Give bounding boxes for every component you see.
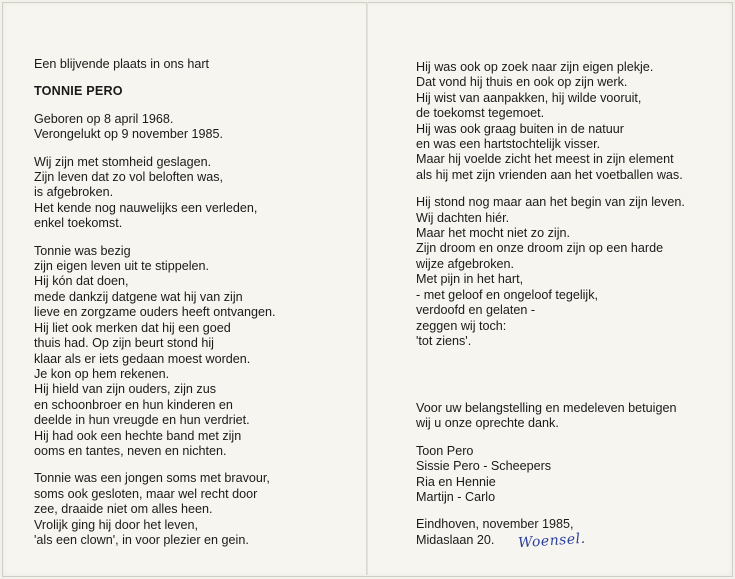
intro-line: Een blijvende plaats in ons hart bbox=[34, 57, 210, 71]
stanza-3 bbox=[34, 471, 276, 548]
text-line: 'als een clown', in voor plezier en gein. bbox=[34, 532, 249, 547]
text-line: Voor uw belangstelling en medeleven betuigen bbox=[416, 401, 677, 415]
card-fold bbox=[366, 2, 368, 575]
text-line: is afgebroken. bbox=[34, 185, 114, 200]
text-line: Wij zijn met stomheid geslagen. bbox=[34, 154, 212, 169]
text-line: zee, draaide niet om alles heen. bbox=[34, 502, 213, 517]
text-line: en was een hartstochtelijk visser. bbox=[416, 137, 601, 152]
text-line: wij u onze oprechte dank. bbox=[416, 416, 559, 431]
stanza-5 bbox=[416, 195, 685, 349]
text-line: Hij was ook op zoek naar zijn eigen plekje. bbox=[416, 60, 654, 74]
text-line: Met pijn in het hart, bbox=[416, 272, 524, 287]
text-line: Hij liet ook merken dat hij een goed bbox=[34, 320, 231, 335]
text-line: zijn eigen leven uit te stippelen. bbox=[34, 259, 210, 274]
text-line: thuis had. Op zijn beurt stond hij bbox=[34, 336, 214, 351]
text-line: de toekomst tegemoet. bbox=[416, 106, 545, 121]
text-line: als hij met zijn vrienden aan het voetballen was. bbox=[416, 167, 683, 182]
text-line: en schoonbroer en hun kinderen en bbox=[34, 397, 233, 412]
text-line: Zijn leven dat zo vol beloften was, bbox=[34, 170, 224, 185]
text-line: Toon Pero bbox=[416, 443, 474, 458]
text-line: klaar als er iets gedaan moest worden. bbox=[34, 351, 251, 366]
birth-line: Geboren op 8 april 1968. bbox=[34, 111, 174, 126]
stanza-4 bbox=[416, 60, 685, 183]
text-line: Hij was ook graag buiten in de natuur bbox=[416, 121, 624, 136]
text-line: Dat vond hij thuis en ook op zijn werk. bbox=[416, 75, 628, 90]
text-line: lieve en zorgzame ouders heeft ontvangen. bbox=[34, 305, 276, 320]
deceased-name: TONNIE PERO bbox=[34, 84, 123, 99]
text-line: soms ook gesloten, maar wel recht door bbox=[34, 486, 258, 501]
death-line: Verongelukt op 9 november 1985. bbox=[34, 127, 224, 142]
text-line: zeggen wij toch: bbox=[416, 318, 507, 333]
text-line: verdoofd en gelaten - bbox=[416, 303, 536, 318]
text-line: - met geloof en ongeloof tegelijk, bbox=[416, 287, 599, 302]
text-line: Je kon op hem rekenen. bbox=[34, 366, 170, 381]
text-line: deelde in hun vreugde en hun verdriet. bbox=[34, 413, 250, 428]
text-line: 'tot ziens'. bbox=[416, 333, 472, 348]
text-line: Tonnie was bezig bbox=[34, 243, 131, 258]
text-line: Ria en Hennie bbox=[416, 474, 496, 489]
handwritten-note: Woensel. bbox=[517, 530, 587, 552]
text-line: Hij had ook een hechte band met zijn bbox=[34, 428, 242, 443]
family-list bbox=[416, 444, 676, 506]
text-line: Hij wist van aanpakken, hij wilde vooruit, bbox=[416, 90, 642, 105]
stanza-2 bbox=[34, 244, 276, 460]
text-line: Hij kón dat doen, bbox=[34, 274, 129, 289]
text-line: Hij stond nog maar aan het begin van zijn leven. bbox=[416, 195, 685, 210]
text-line: Eindhoven, november 1985, bbox=[416, 517, 574, 532]
stanza-1 bbox=[34, 155, 276, 232]
text-line: Maar het mocht niet zo zijn. bbox=[416, 226, 570, 241]
text-line: enkel toekomst. bbox=[34, 216, 123, 231]
text-line: Hij hield van zijn ouders, zijn zus bbox=[34, 382, 216, 397]
left-page bbox=[34, 57, 276, 548]
text-line: mede dankzij datgene wat hij van zijn bbox=[34, 289, 243, 304]
text-line: Maar hij voelde zicht het meest in zijn element bbox=[416, 152, 674, 167]
text-line: ooms en tantes, neven en nichten. bbox=[34, 443, 227, 458]
text-line: Het kende nog nauwelijks een verleden, bbox=[34, 200, 258, 215]
closing-block bbox=[416, 401, 676, 548]
text-line: wijze afgebroken. bbox=[416, 256, 515, 271]
text-line: Sissie Pero - Scheepers bbox=[416, 459, 552, 474]
text-line: Vrolijk ging hij door het leven, bbox=[34, 517, 199, 532]
text-line: Zijn droom en onze droom zijn op een harde bbox=[416, 241, 664, 256]
right-page bbox=[416, 60, 685, 349]
thanks-text bbox=[416, 401, 676, 432]
text-line: Martijn - Carlo bbox=[416, 490, 496, 505]
text-line: Wij dachten hiér. bbox=[416, 210, 510, 225]
text-line: Tonnie was een jongen soms met bravour, bbox=[34, 471, 270, 486]
text-line: Midaslaan 20. bbox=[416, 532, 495, 547]
